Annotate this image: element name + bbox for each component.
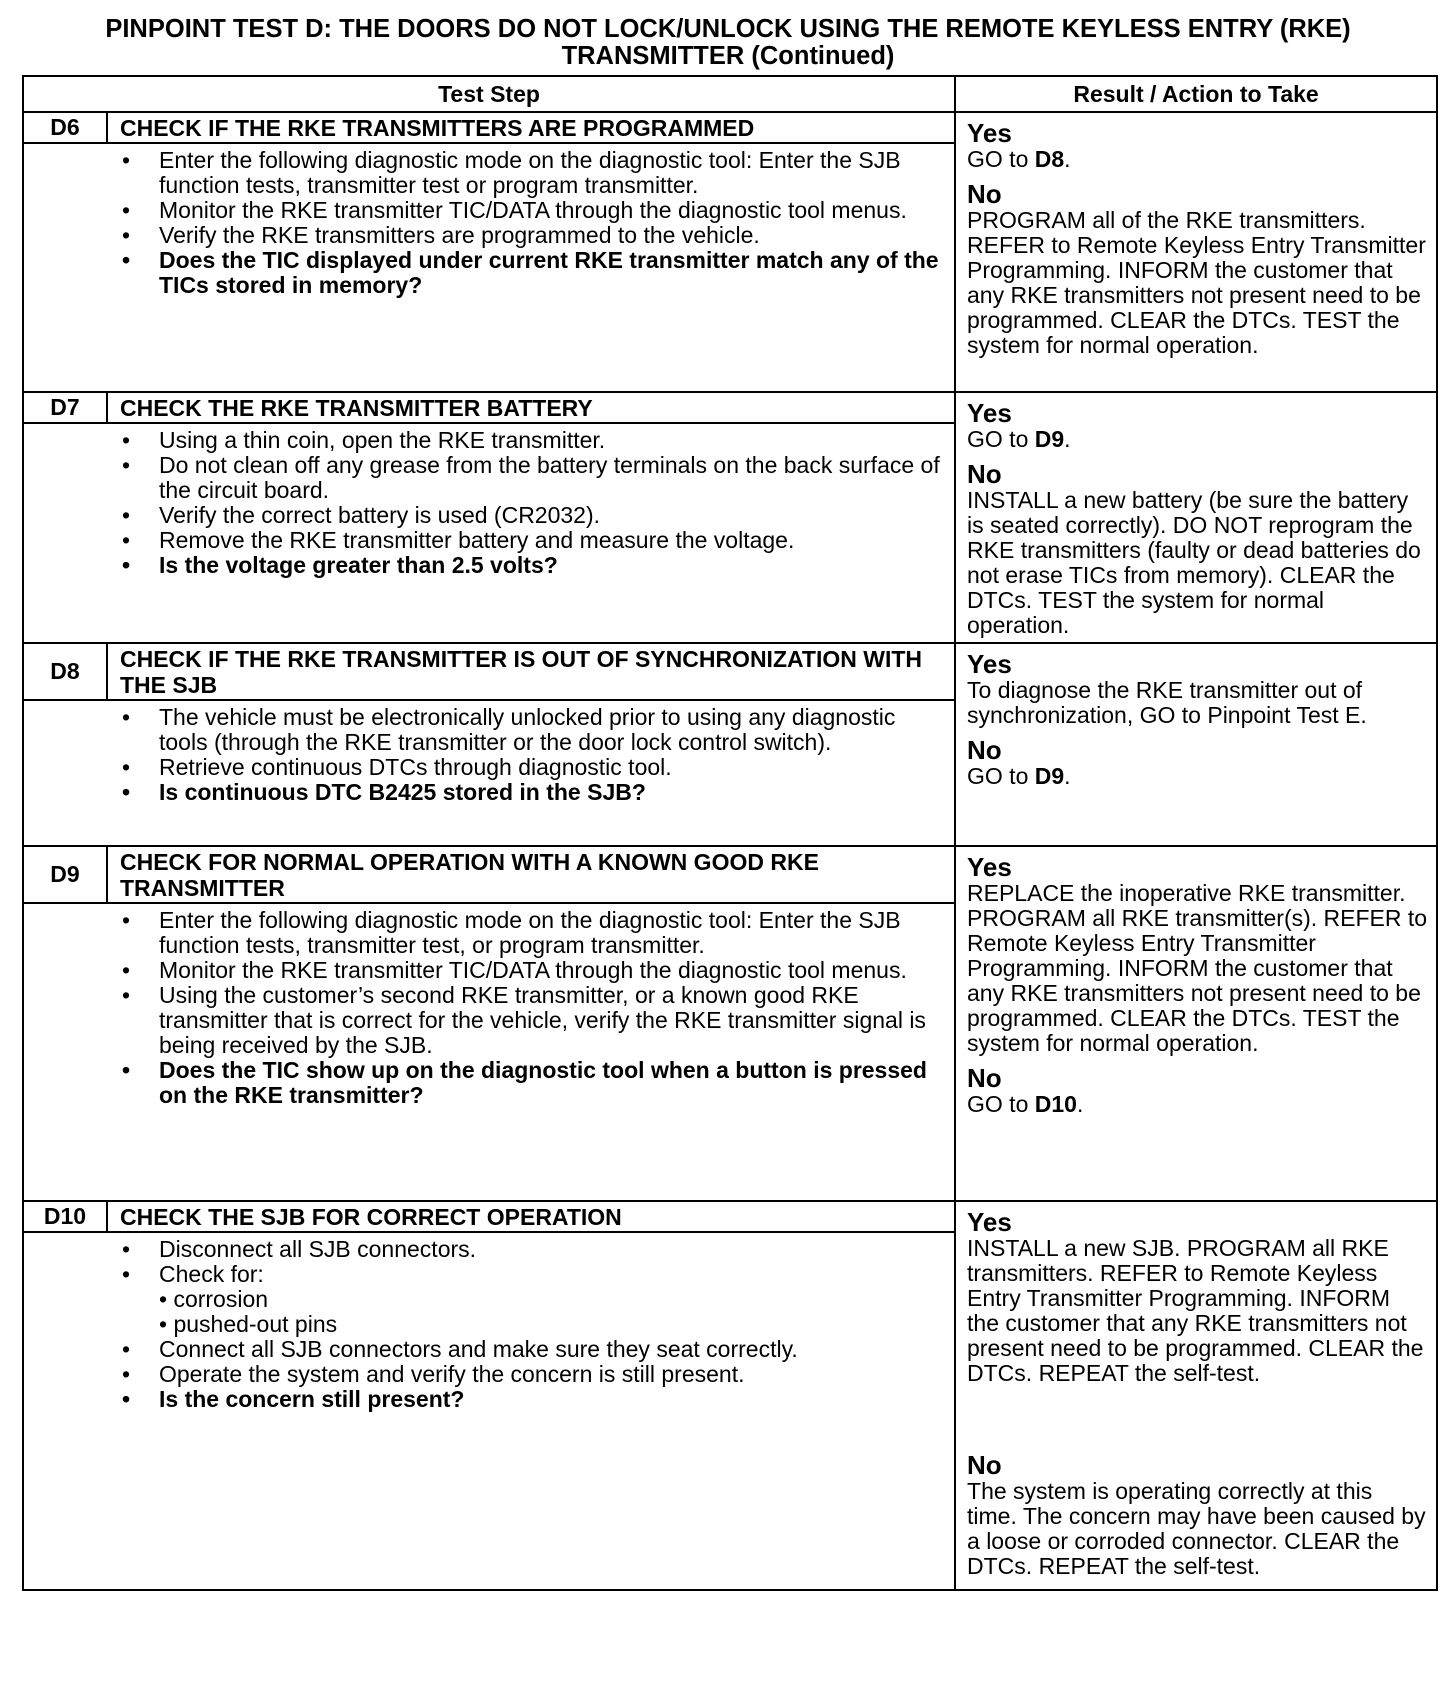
- yes-action: INSTALL a new SJB. PROGRAM all RKE transmitters. REFER to Remote Keyless Entry Transmitter Programming. INFORM the customer that any RKE transmitters not present need to be programmed. CLEAR the DTCs. REPEAT the self-test.: [967, 1235, 1424, 1386]
- no-label: No: [967, 735, 1002, 765]
- list-item: • Disconnect all SJB connectors.: [121, 1236, 477, 1262]
- yes-label: Yes: [967, 118, 1012, 148]
- no-label: No: [967, 1450, 1002, 1480]
- list-item: • Operate the system and verify the concern is still present.: [121, 1361, 745, 1387]
- step-d10-heading-row: [23, 1201, 1437, 1232]
- list-item: • Retrieve continuous DTCs through diagnostic tool.: [121, 754, 672, 780]
- step-body: [107, 1232, 955, 1590]
- goto-step-ref: D8: [1034, 146, 1065, 172]
- step-body: [107, 903, 955, 1201]
- step-d8-result: [955, 643, 1437, 846]
- list-item: • Using the customer’s second RKE transmitter, or a known good RKE transmitter that is correct for the vehicle, verify the RKE transmitter signal is being received by the SJB.: [121, 982, 926, 1058]
- yes-action: GO to D8.: [967, 146, 1071, 172]
- yes-action: GO to D9.: [967, 426, 1071, 452]
- yes-action: REPLACE the inoperative RKE transmitter. PROGRAM all RKE transmitter(s). REFER to Remote Keyless Entry Transmitter Programming. INFORM the customer that any RKE transmitters not present need to be programmed. CLEAR the DTCs. TEST the system for normal operation.: [967, 880, 1428, 1056]
- step-d10-result: [955, 1201, 1437, 1590]
- step-heading: CHECK FOR NORMAL OPERATION WITH A KNOWN GOOD RKE TRANSMITTER: [107, 846, 955, 903]
- step-question: • Is the voltage greater than 2.5 volts?: [121, 552, 558, 578]
- step-body: [107, 423, 955, 643]
- list-item: • Remove the RKE transmitter battery and measure the voltage.: [121, 527, 795, 553]
- no-action: PROGRAM all of the RKE transmitters. REFER to Remote Keyless Entry Transmitter Programming. INFORM the customer that any RKE transmitters not present need to be programmed. CLEAR the DTCs. TEST the system for normal operation.: [967, 207, 1426, 358]
- list-item: • Enter the following diagnostic mode on the diagnostic tool: Enter the SJB function tests, transmitter test, or program transmitter.: [121, 907, 901, 958]
- sub-list-item: • pushed-out pins: [159, 1311, 338, 1337]
- yes-label: Yes: [967, 1207, 1012, 1237]
- no-label: No: [967, 179, 1002, 209]
- no-label: No: [967, 1063, 1002, 1093]
- yes-label: Yes: [967, 398, 1012, 428]
- step-d8-heading-row: [23, 643, 1437, 700]
- step-question: • Is continuous DTC B2425 stored in the SJB?: [121, 779, 646, 805]
- step-d7-result: [955, 392, 1437, 643]
- step-heading: CHECK IF THE RKE TRANSMITTERS ARE PROGRAMMED: [107, 112, 955, 143]
- list-item: • Enter the following diagnostic mode on the diagnostic tool: Enter the SJB function tests, transmitter test or program transmitter.: [121, 147, 901, 198]
- sub-list-item: • corrosion: [159, 1286, 269, 1312]
- goto-step-ref: D9: [1034, 763, 1065, 789]
- yes-label: Yes: [967, 852, 1012, 882]
- pinpoint-test-table: [22, 75, 1438, 1591]
- step-body: [107, 700, 955, 846]
- no-action: GO to D10.: [967, 1091, 1084, 1117]
- step-heading: CHECK THE SJB FOR CORRECT OPERATION: [107, 1201, 955, 1232]
- no-action: GO to D9.: [967, 763, 1071, 789]
- step-d7-heading-row: [23, 392, 1437, 423]
- yes-label: Yes: [967, 649, 1012, 679]
- list-item: • Do not clean off any grease from the battery terminals on the back surface of the circuit board.: [121, 452, 940, 503]
- step-d6-heading-row: [23, 112, 1437, 143]
- column-header-result: Result / Action to Take: [955, 76, 1437, 112]
- list-item: • Check for:: [121, 1261, 264, 1287]
- list-item: • Verify the RKE transmitters are programmed to the vehicle.: [121, 222, 760, 248]
- page-title: [0, 16, 1456, 70]
- step-question: • Does the TIC displayed under current RKE transmitter match any of the TICs stored in memory?: [121, 247, 939, 298]
- step-id: D7: [23, 392, 107, 423]
- list-item: • Using a thin coin, open the RKE transmitter.: [121, 427, 606, 453]
- step-d6-result: [955, 112, 1437, 392]
- list-item: • Connect all SJB connectors and make sure they seat correctly.: [121, 1336, 798, 1362]
- no-action: The system is operating correctly at this time. The concern may have been caused by a loose or corroded connector. CLEAR the DTCs. REPEAT the self-test.: [967, 1478, 1426, 1579]
- step-id: D10: [23, 1201, 107, 1232]
- list-item: • Verify the correct battery is used (CR2032).: [121, 502, 601, 528]
- list-item: • The vehicle must be electronically unlocked prior to using any diagnostic tools (through the RKE transmitter or the door lock control switch).: [121, 704, 896, 755]
- step-question: • Does the TIC show up on the diagnostic tool when a button is pressed on the RKE transmitter?: [121, 1057, 927, 1108]
- step-d9-result: [955, 846, 1437, 1201]
- list-item: • Monitor the RKE transmitter TIC/DATA through the diagnostic tool menus.: [121, 197, 907, 223]
- step-id: D6: [23, 112, 107, 143]
- step-id: D8: [23, 643, 107, 700]
- title-line-2: TRANSMITTER (Continued): [561, 42, 895, 70]
- no-label: No: [967, 459, 1002, 489]
- step-heading: CHECK IF THE RKE TRANSMITTER IS OUT OF SYNCHRONIZATION WITH THE SJB: [107, 643, 955, 700]
- column-header-test-step: Test Step: [23, 76, 955, 112]
- list-item: • Monitor the RKE transmitter TIC/DATA through the diagnostic tool menus.: [121, 957, 907, 983]
- step-heading: CHECK THE RKE TRANSMITTER BATTERY: [107, 392, 955, 423]
- goto-step-ref: D10: [1034, 1091, 1077, 1117]
- goto-step-ref: D9: [1034, 426, 1065, 452]
- title-line-1: PINPOINT TEST D: THE DOORS DO NOT LOCK/UNLOCK USING THE REMOTE KEYLESS ENTRY (RKE): [105, 15, 1351, 43]
- step-body: [107, 143, 955, 392]
- step-id: D9: [23, 846, 107, 903]
- step-question: • Is the concern still present?: [121, 1386, 465, 1412]
- no-action: INSTALL a new battery (be sure the battery is seated correctly). DO NOT reprogram the RKE transmitters (faulty or dead batteries do not erase TICs from memory). CLEAR the DTCs. TEST the system for normal operation.: [967, 487, 1421, 638]
- step-d9-heading-row: [23, 846, 1437, 903]
- yes-action: To diagnose the RKE transmitter out of synchronization, GO to Pinpoint Test E.: [967, 677, 1367, 728]
- table-header-row: [23, 76, 1437, 112]
